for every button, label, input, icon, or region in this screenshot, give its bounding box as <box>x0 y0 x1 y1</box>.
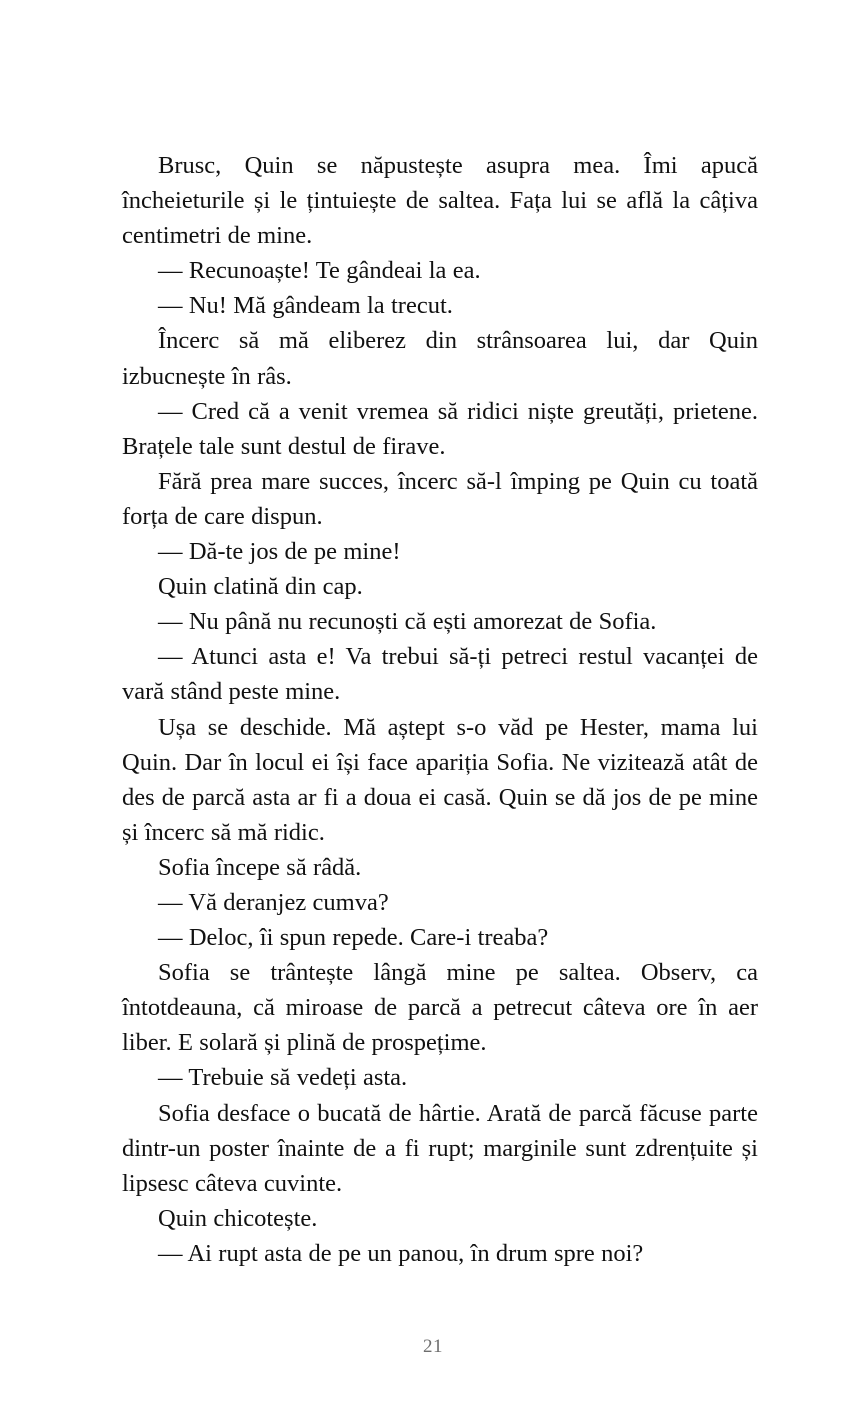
paragraph: Brusc, Quin se năpustește asupra mea. Îmi apucă încheieturile și le țintuiește de saltea. Fața lui se află la câțiva centimetri de mine. <box>122 152 758 250</box>
page-number: 21 <box>423 1336 443 1357</box>
dialogue-line: — Vă deranjez cumva? <box>158 888 389 916</box>
dialogue-line: — Dă-te jos de pe mine! <box>158 538 401 566</box>
paragraph: Încerc să mă eliberez din strânsoarea lui, dar Quin izbucnește în râs. <box>122 327 758 390</box>
paragraph: Quin clatină din cap. <box>158 573 363 601</box>
paragraph: Ușa se deschide. Mă aștept s-o văd pe Hester, mama lui Quin. Dar în locul ei își face apariția Sofia. Ne vizitează atât de des de parcă asta ar fi a doua ei casă. Quin se dă jos de pe mine și încerc să mă ridic. <box>122 713 758 846</box>
dialogue-line: — Nu până nu recunoști că ești amorezat de Sofia. <box>158 608 657 636</box>
paragraph: Sofia se trântește lângă mine pe saltea. Observ, ca întotdeauna, că miroase de parcă a petrecut câteva ore în aer liber. E solară și plină de prospețime. <box>122 959 758 1057</box>
body-text-block <box>122 148 758 1271</box>
paragraph: Sofia începe să râdă. <box>158 853 362 881</box>
dialogue-line: — Recunoaște! Te gândeai la ea. <box>158 257 481 285</box>
dialogue-line: — Deloc, îi spun repede. Care-i treaba? <box>158 924 549 952</box>
dialogue-line: — Atunci asta e! Va trebui să-ți petreci restul vacanței de vară stând peste mine. <box>122 643 758 706</box>
dialogue-line: — Trebuie să vedeți asta. <box>158 1064 408 1092</box>
dialogue-line: — Ai rupt asta de pe un panou, în drum spre noi? <box>158 1239 644 1267</box>
paragraph: Quin chicotește. <box>158 1204 318 1232</box>
dialogue-line: — Cred că a venit vremea să ridici niște greutăți, prietene. Brațele tale sunt destul de firave. <box>122 397 758 460</box>
paragraph: Sofia desface o bucată de hârtie. Arată de parcă făcuse parte dintr-un poster înainte de a fi rupt; marginile sunt zdrențuite și lipsesc câteva cuvinte. <box>122 1099 758 1197</box>
paragraph: Fără prea mare succes, încerc să-l împing pe Quin cu toată forța de care dispun. <box>122 467 758 530</box>
dialogue-line: — Nu! Mă gândeam la trecut. <box>158 292 453 320</box>
